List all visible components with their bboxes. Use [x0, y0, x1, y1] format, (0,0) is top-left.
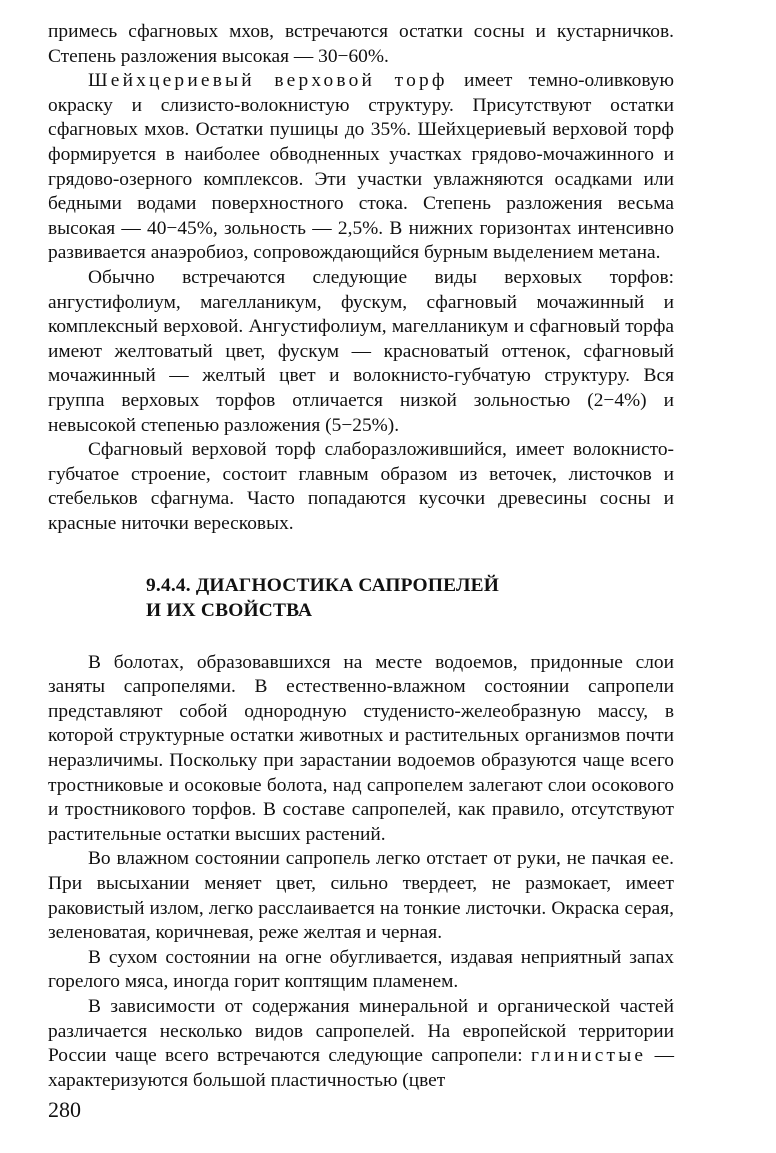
paragraph-text: Сфагновый верховой торф слаборазложившийся, имеет волокнисто-губчатое строение, состоит главным образом из веточек, листочков и стебельков сфагнума. Часто попадаются кусочки древесины сосны и красные ниточки вересковых. [48, 439, 674, 534]
page-body [48, 20, 674, 1093]
section-heading-line-2: И ИХ СВОЙСТВА [146, 600, 313, 622]
section-heading [146, 574, 674, 623]
paragraph-text: Обычно встречаются следующие виды верховых торфов: ангустифолиум, магелланикум, фускум, сфагновый мочажинный и комплексный верховой. Ангустифолиум, магелланикум и сфагновый торфа имеют желтоватый цвет, фускум — красноватый оттенок, сфагновый мочажинный — желтый цвет и волокнисто-губчатую структуру. Вся группа верховых торфов отличается низкой зольностью (2−4%) и невысокой степенью разложения (5−25%). [48, 266, 674, 436]
paragraph-wet-state [48, 847, 674, 945]
paragraph-text: примесь сфагновых мхов, встречаются остатки сосны и кустарничков. Степень разложения высокая — 30−60%. [48, 21, 674, 67]
page-number: 280 [48, 1097, 81, 1122]
paragraph-text: Во влажном состоянии сапропель легко отстает от руки, не пачкая ее. При высыхании меняет цвет, сильно твердеет, не размокает, имеет раковистый излом, легко расслаивается на тонкие листочки. Окраска серая, зеленоватая, коричневая, реже желтая и черная. [48, 848, 674, 944]
paragraph-text: — характеризуются большой пластичностью (цвет [48, 1045, 674, 1091]
section-heading-line-1: 9.4.4. ДИАГНОСТИКА САПРОПЕЛЕЙ [146, 575, 500, 597]
spaced-term: Шейхцериевый верховой торф [88, 70, 448, 92]
paragraph-dry-state [48, 946, 674, 995]
paragraph-text: В сухом состоянии на огне обугливается, издавая неприятный запах горелого мяса, иногда горит коптящим пламенем. [48, 946, 674, 993]
paragraph-sphagnum-peat [48, 438, 674, 536]
paragraph-continuation [48, 20, 674, 69]
paragraph-scheuchzeria-peat [48, 69, 674, 266]
paragraph-text: имеет темно-оливковую окраску и слизисто-волокнистую структуру. Присутствуют остатки сфагновых мхов. Остатки пушицы до 35%. Шейхцериевый верховой торф формируется в наиболее обводненных участках грядово-мочажинного и грядово-озерного комплексов. Эти участки увлажняются осадками или бедными водами поверхностного стока. Степень разложения весьма высокая — 40−45%, зольность — 2,5%. В нижних горизонтах интенсивно развивается анаэробиоз, сопровождающийся бурным выделением метана. [48, 70, 674, 264]
paragraph-sapropel-intro [48, 651, 674, 848]
paragraph-sapropel-types [48, 995, 674, 1093]
paragraph-text: В зависимости от содержания минеральной и органической частей различается несколько видов сапропелей. На европейской территории России чаще всего встречаются следующие сапропели: [48, 995, 674, 1067]
paragraph-peat-types [48, 266, 674, 438]
paragraph-text: В болотах, образовавшихся на месте водоемов, придонные слои заняты сапропелями. В естественно-влажном состоянии сапропели представляют собой однородную студенисто-желеобразную массу, в которой структурные остатки животных и растительных организмов почти неразличимы. Поскольку при зарастании водоемов образуются чаще всего тростниковые и осоковые болота, над сапропелем залегают слои осокового и тростникового торфов. В составе сапропелей, как правило, отсутствуют растительные остатки высших растений. [48, 651, 674, 845]
spaced-term: глинистые [530, 1045, 647, 1067]
